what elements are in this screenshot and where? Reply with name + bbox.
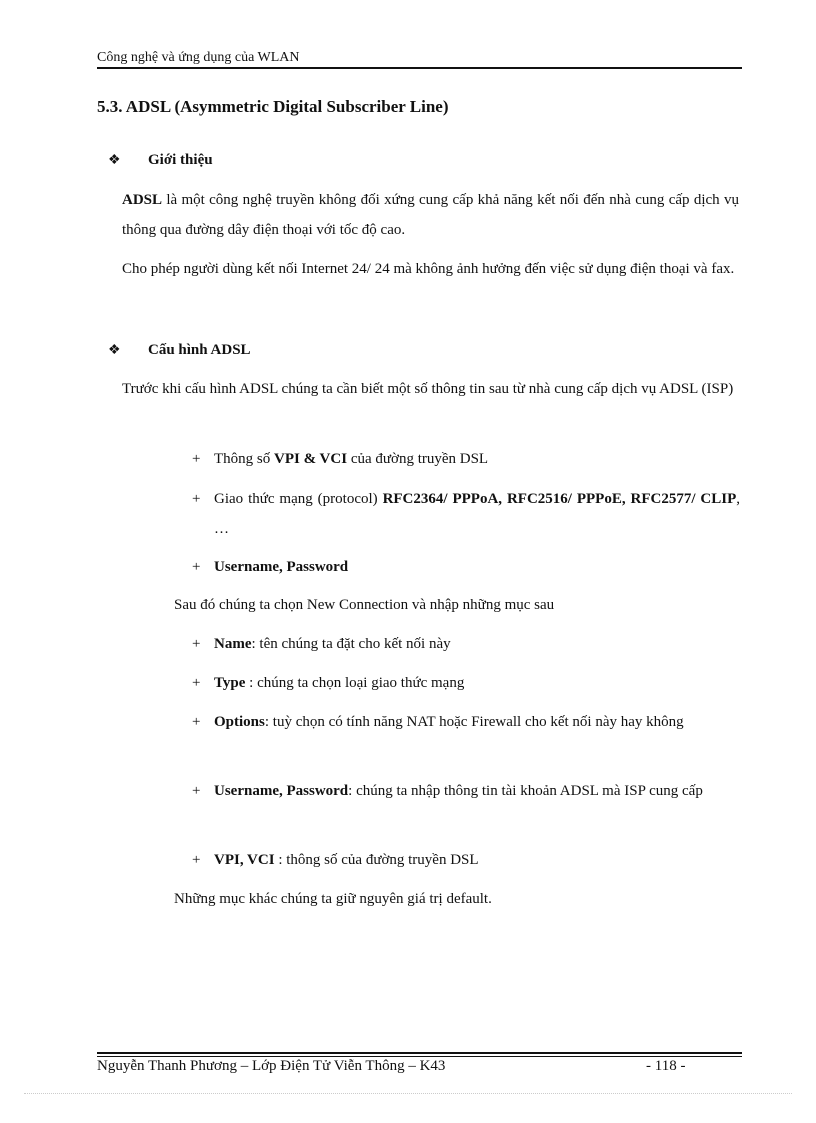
plus-bullet-icon: +	[192, 714, 201, 730]
config-paragraph-2: Sau đó chúng ta chọn New Connection và nhập những mục sau	[174, 597, 555, 613]
plus-bullet-icon: +	[192, 852, 201, 868]
list-item-bold: Options	[214, 714, 265, 730]
config-heading-text: Cấu hình ADSL	[148, 342, 251, 358]
footer-author: Nguyễn Thanh Phương – Lớp Điện Tử Viễn Thông – K43	[97, 1058, 446, 1074]
list-item-text: , …	[214, 491, 740, 537]
list-item-bold: Name	[214, 636, 252, 652]
list-item	[192, 668, 740, 698]
list-item	[192, 484, 740, 544]
plus-bullet-icon: +	[192, 675, 201, 691]
list-item	[192, 707, 740, 737]
adsl-term: ADSL	[122, 192, 163, 208]
header-title: Công nghệ và ứng dụng của WLAN	[97, 50, 300, 65]
list-item-text: : thông số của đường truyền DSL	[274, 852, 479, 868]
intro-paragraph-2: Cho phép người dùng kết nối Internet 24/ 24 mà không ảnh hưởng đến việc sử dụng điện thoại và fax.	[122, 261, 735, 277]
list-item	[192, 444, 740, 474]
list-item-bold: Username, Password	[214, 559, 349, 575]
list-item-bold: VPI & VCI	[274, 451, 348, 467]
config-heading	[108, 342, 251, 359]
intro-heading-text: Giới thiệu	[148, 152, 213, 168]
intro-paragraph-1	[122, 185, 739, 245]
footer-rule	[97, 1056, 742, 1057]
list-item-text: : chúng ta chọn loại giao thức mạng	[245, 675, 465, 691]
header-rule	[97, 67, 742, 69]
list-item-text: Giao thức mạng (protocol)	[214, 491, 383, 507]
section-title: 5.3. ADSL (Asymmetric Digital Subscriber Line)	[97, 97, 449, 116]
intro-paragraph-1-text: là một công nghệ truyền không đối xứng cung cấp khả năng kết nối đến nhà cung cấp dịch vụ thông qua đường dây điện thoại với tốc độ cao.	[122, 192, 739, 238]
list-item-bold: RFC2364/ PPPoA, RFC2516/ PPPoE, RFC2577/ CLIP	[382, 491, 737, 507]
intro-heading	[108, 152, 213, 169]
plus-bullet-icon: +	[192, 783, 201, 799]
list-item	[192, 776, 740, 806]
list-item	[192, 629, 740, 659]
list-item-bold: Type	[214, 675, 246, 691]
list-item-text: : chúng ta nhập thông tin tài khoản ADSL mà ISP cung cấp	[348, 783, 703, 799]
page-number: - 118 -	[646, 1058, 686, 1074]
diamond-bullet-icon: ❖	[108, 153, 121, 168]
list-item-text: Thông số	[214, 451, 274, 467]
plus-bullet-icon: +	[192, 451, 201, 467]
list-item-bold: Username, Password	[214, 783, 349, 799]
list-item-text: của đường truyền DSL	[347, 451, 489, 467]
plus-bullet-icon: +	[192, 636, 201, 652]
config-paragraph-1: Trước khi cấu hình ADSL chúng ta cần biết một số thông tin sau từ nhà cung cấp dịch vụ ADSL (ISP)	[122, 381, 734, 397]
page-edge-divider	[24, 1093, 792, 1094]
list-item	[192, 552, 740, 582]
list-item-text: : tuỳ chọn có tính năng NAT hoặc Firewall cho kết nối này hay không	[264, 714, 684, 730]
list-item-bold: VPI, VCI	[214, 852, 275, 868]
diamond-bullet-icon: ❖	[108, 343, 121, 358]
plus-bullet-icon: +	[192, 491, 201, 507]
footer-rule	[97, 1052, 742, 1054]
plus-bullet-icon: +	[192, 559, 201, 575]
list-item	[192, 845, 740, 875]
config-paragraph-3: Những mục khác chúng ta giữ nguyên giá trị default.	[174, 891, 492, 907]
list-item-text: : tên chúng ta đặt cho kết nối này	[251, 636, 451, 652]
